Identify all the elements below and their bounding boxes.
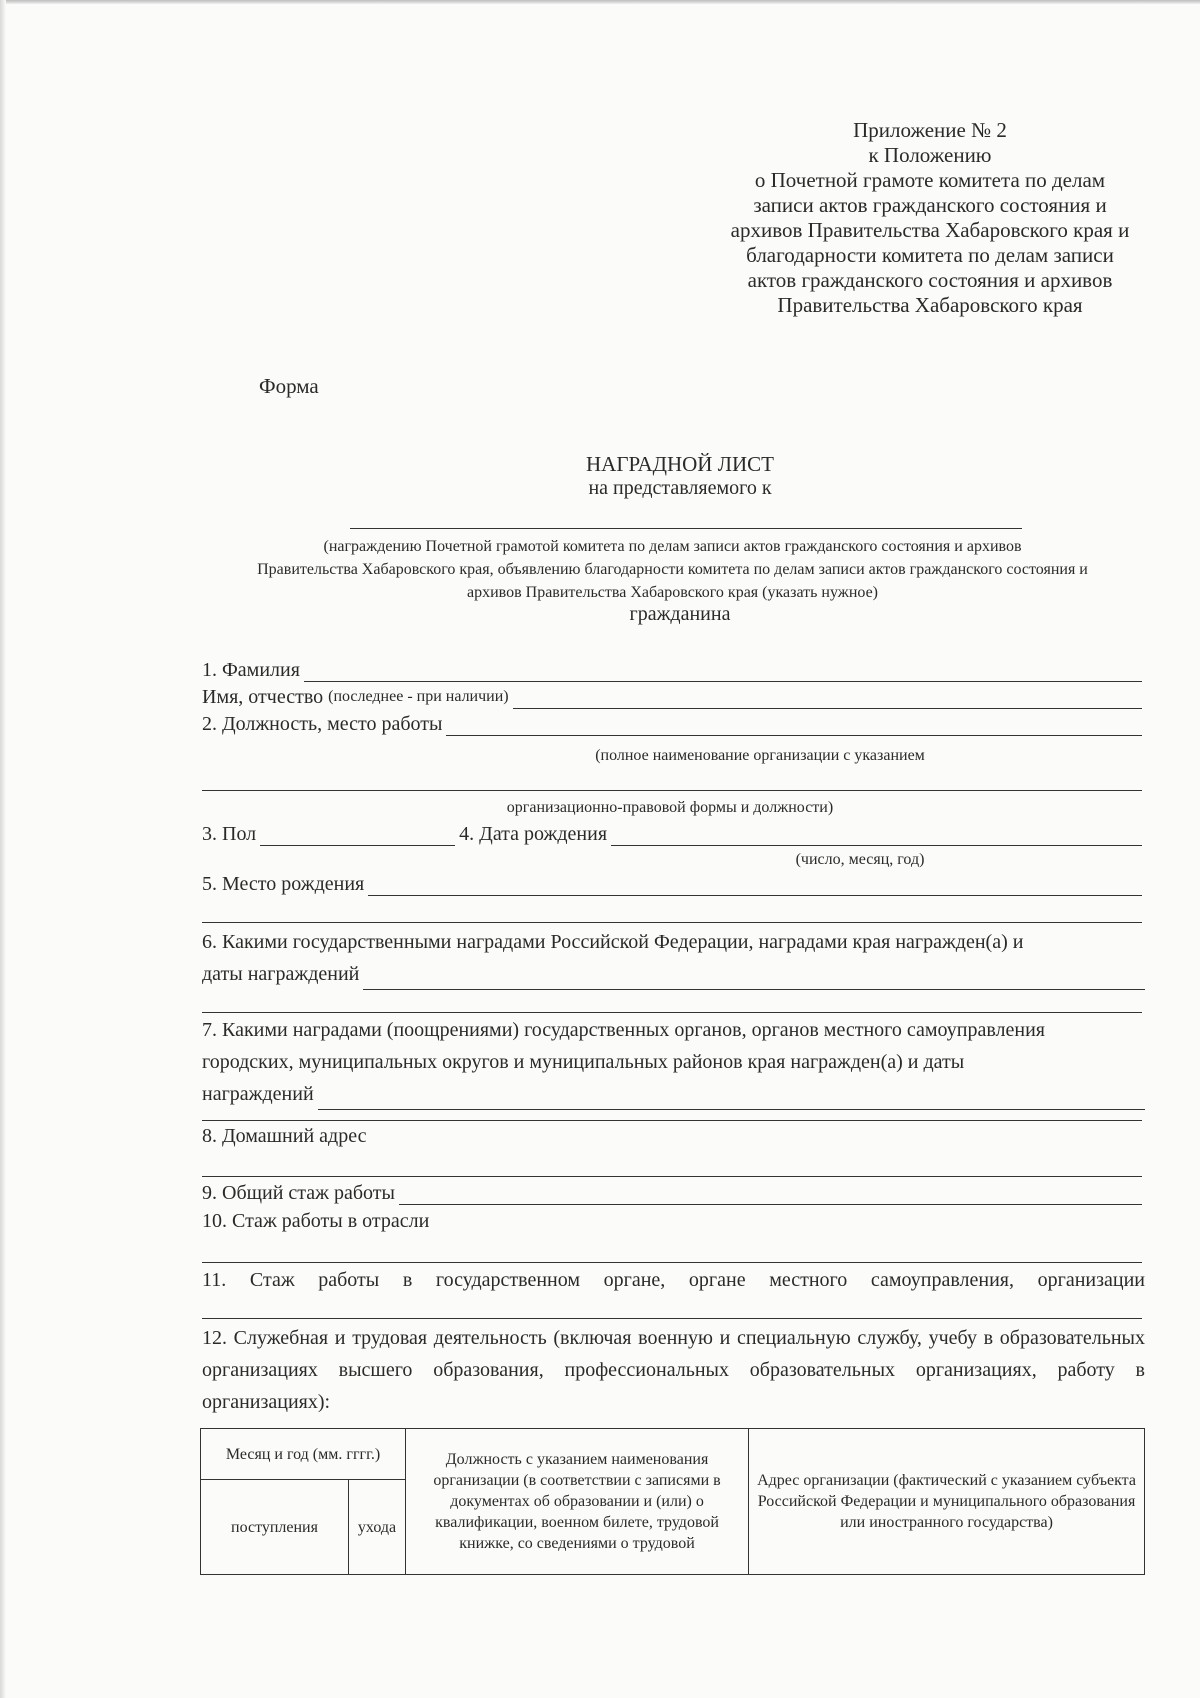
appendix-line: архивов Правительства Хабаровского края и: [730, 218, 1130, 242]
field-total-experience-blank[interactable]: [399, 1184, 1142, 1205]
field-birthdate-label: 4. Дата рождения: [459, 823, 608, 845]
field-local-awards-blank[interactable]: [318, 1087, 1145, 1110]
appendix-line: актов гражданского состояния и архивов: [747, 268, 1113, 292]
appendix-line: Приложение № 2: [853, 118, 1007, 142]
field-state-awards-line: 6. Какими государственными наградами Российской Федерации, наградами края награжден(а) и: [202, 931, 1024, 953]
field-industry-experience-row: [202, 1209, 1142, 1233]
field-local-awards-line: 7. Какими наградами (поощрениями) государственных органов, органов местного самоуправления: [202, 1019, 1045, 1041]
field-address-label: 8. Домашний адрес: [202, 1125, 367, 1147]
table-header-date: Месяц и год (мм. гггг.): [201, 1429, 406, 1480]
field-total-experience-label: 9. Общий стаж работы: [202, 1182, 395, 1204]
appendix-line: Правительства Хабаровского края: [777, 293, 1083, 317]
field-position-blank[interactable]: [446, 715, 1142, 736]
field-sex-birthdate-row: [202, 822, 1142, 846]
field-state-awards: [202, 926, 1145, 990]
field-work-history: [202, 1322, 1145, 1418]
appendix-line: записи актов гражданского состояния и: [753, 193, 1107, 217]
field-total-experience-row: [202, 1181, 1142, 1205]
field-sex-blank[interactable]: [260, 825, 455, 846]
award-note-line: (награждению Почетной грамотой комитета по делам записи актов гражданского состояния и архивов: [323, 538, 1022, 555]
award-note-line: архивов Правительства Хабаровского края (указать нужное): [466, 584, 879, 601]
field-local-awards: [202, 1014, 1145, 1110]
field-gov-experience-label: 11. Стаж работы в государственном органе, органе местного самоуправления, организации: [202, 1269, 1145, 1291]
field-name-note: (последнее - при наличии): [328, 688, 509, 705]
field-industry-experience-label: 10. Стаж работы в отрасли: [202, 1210, 430, 1232]
document-title: НАГРАДНОЙ ЛИСТ: [586, 452, 774, 476]
field-address-blank[interactable]: [202, 1176, 1142, 1177]
award-note-line: Правительства Хабаровского края, объявлению благодарности комитета по делам записи актов гражданского состояния и: [257, 561, 1088, 578]
field-position-label: 2. Должность, место работы: [202, 713, 443, 735]
field-industry-experience-blank[interactable]: [202, 1262, 1142, 1263]
field-gov-experience: [202, 1264, 1145, 1296]
table-header-address: Адрес организации (фактический с указанием субъекта Российской Федерации и муниципального образования или иностранного государства): [749, 1429, 1145, 1575]
field-birthplace-row: [202, 872, 1142, 896]
field-birthplace-blank[interactable]: [368, 875, 1142, 896]
field-local-awards-row: [202, 1078, 1145, 1110]
scan-left-edge: [0, 0, 6, 1698]
appendix-header: [700, 118, 1160, 318]
field-position-row: [202, 712, 1142, 736]
field-position-blank-2[interactable]: [202, 790, 1142, 791]
field-work-history-label: 12. Служебная и трудовая деятельность (включая военную и специальную службу, учебу в образовательных организациях высшего образования, профессиональных образовательных организациях, работу в организациях):: [202, 1327, 1145, 1413]
field-state-awards-label: даты награждений: [202, 963, 360, 985]
appendix-line: о Почетной грамоте комитета по делам: [754, 168, 1106, 192]
field-state-awards-blank[interactable]: [363, 967, 1145, 990]
field-sex-label: 3. Пол: [202, 823, 257, 845]
field-state-awards-blank-2[interactable]: [202, 1012, 1142, 1013]
field-birthdate-note: (число, месяц, год): [795, 851, 925, 868]
field-position-note: (полное наименование организации с указанием: [595, 747, 925, 764]
field-birthplace-label: 5. Место рождения: [202, 873, 365, 895]
document-title-block: [380, 452, 980, 500]
award-type-blank[interactable]: [350, 528, 1022, 529]
field-surname-label: 1. Фамилия: [202, 659, 300, 681]
appendix-line: к Положению: [868, 143, 992, 167]
field-local-awards-blank-2[interactable]: [202, 1120, 1142, 1121]
citizen-label: гражданина: [629, 603, 731, 625]
field-local-awards-label: награждений: [202, 1083, 314, 1105]
form-label: Форма: [259, 374, 319, 398]
field-name-label: Имя, отчество: [202, 686, 324, 708]
field-birthplace-blank-2[interactable]: [202, 922, 1142, 923]
table-header-start: поступления: [201, 1480, 349, 1575]
work-history-table: [200, 1428, 1145, 1575]
field-position-note-2: организационно-правовой формы и должности): [506, 799, 834, 816]
table-header-row: [201, 1429, 1145, 1480]
appendix-line: благодарности комитета по делам записи: [746, 243, 1114, 267]
document-subtitle: на представляемого к: [588, 477, 772, 499]
field-name-row: [202, 685, 1142, 709]
field-surname-row: [202, 658, 1142, 682]
field-surname-blank[interactable]: [304, 661, 1142, 682]
table-header-end: ухода: [349, 1480, 406, 1575]
field-state-awards-row: [202, 958, 1145, 990]
table-header-position: Должность с указанием наименования организации (в соответствии с записями в документах об образовании и (или) о квалификации, военном билете, трудовой книжке, со сведениями о трудовой: [406, 1429, 749, 1575]
field-name-blank[interactable]: [513, 688, 1142, 709]
field-local-awards-line: городских, муниципальных округов и муниципальных районов края награжден(а) и даты: [202, 1051, 965, 1073]
field-birthdate-blank[interactable]: [611, 825, 1142, 846]
field-address-row: [202, 1124, 1142, 1148]
field-gov-experience-blank[interactable]: [202, 1318, 1142, 1319]
scan-top-edge: [0, 0, 1200, 4]
